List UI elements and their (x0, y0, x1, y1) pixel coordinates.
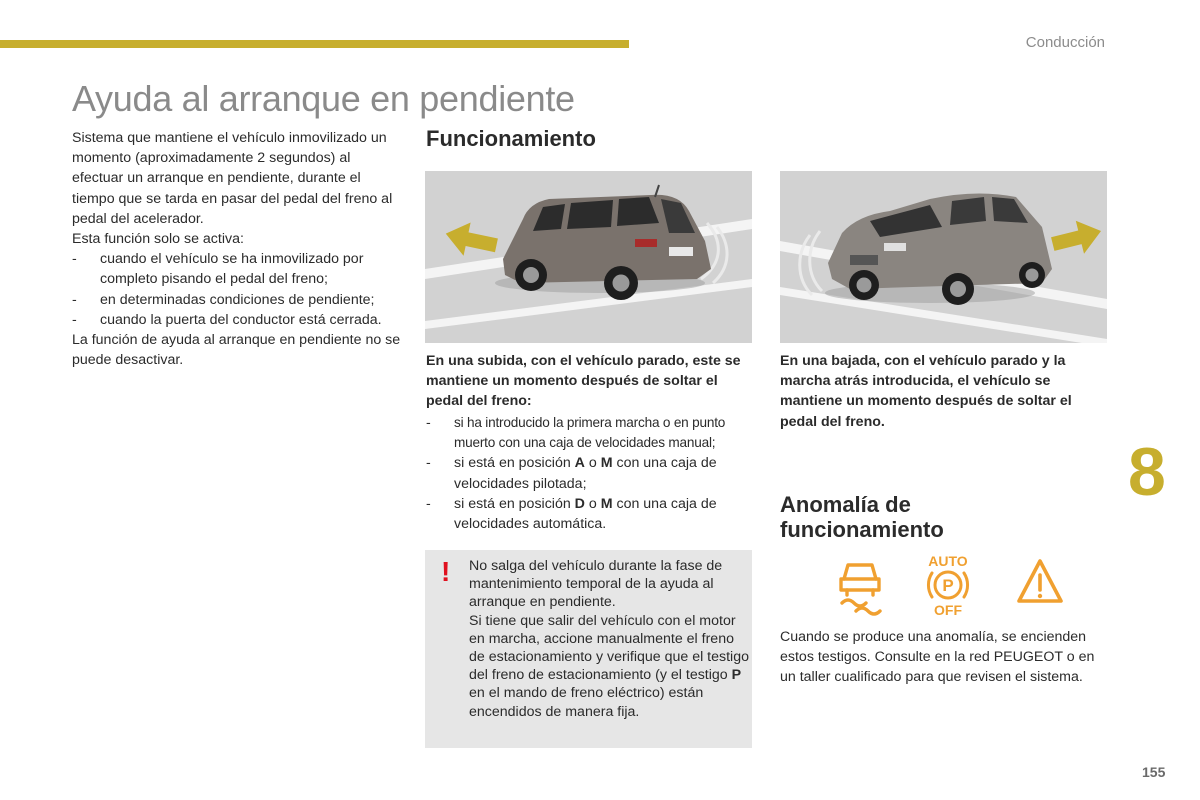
intro-column (72, 128, 402, 370)
list-item: - en determinadas condiciones de pendiente; (72, 291, 375, 308)
chapter-number: 8 (1128, 434, 1166, 510)
uphill-caption: En una subida, con el vehículo parado, este se mantiene un momento después de soltar el pedal del freno: (426, 353, 741, 410)
warning-lamps (832, 553, 1072, 617)
page-title: Ayuda al arranque en pendiente (72, 78, 575, 119)
list-item: - si está en posición A o M con una caja de velocidades pilotada; (426, 455, 717, 492)
list-item: - cuando el vehículo se ha inmovilizado por completo pisando el pedal del freno; (72, 251, 364, 288)
arrow-left-icon (442, 218, 500, 262)
svg-text:P: P (942, 576, 954, 595)
list-item: - cuando la puerta del conductor está cerrada. (72, 311, 382, 328)
list-item: - si ha introducido la primera marcha o en punto muerto con una caja de velocidades manual; (426, 415, 726, 451)
closing-paragraph: La función de ayuda al arranque en pendiente no se puede desactivar. (72, 332, 401, 369)
warning-text: No salga del vehículo durante la fase de mantenimiento temporal de la ayuda al arranque en pendiente. Si tiene que salir del vehículo con el motor en marcha, accione manualmente el freno de estacionamiento y verifique que el testigo del freno de estacionamiento (y el testigo P en el mando de freno eléctrico) están encendidos de manera fija. (469, 558, 749, 720)
uphill-illustration (425, 171, 752, 343)
downhill-caption: En una bajada, con el vehículo parado y la marcha atrás introducida, el vehículo se mantiene un momento después de soltar el pedal del freno. (780, 353, 1072, 430)
svg-text:AUTO: AUTO (928, 553, 968, 569)
header-accent-bar (0, 40, 629, 48)
activation-lead: Esta función solo se activa: (72, 231, 244, 248)
exclamation-icon: ! (441, 556, 451, 587)
auto-parking-brake-off-icon (928, 553, 968, 617)
activation-conditions (72, 249, 402, 330)
page-number: 155 (1142, 764, 1166, 780)
list-item: - si está en posición D o M con una caja de velocidades automática. (426, 495, 717, 533)
uphill-conditions (426, 413, 758, 534)
stability-control-warning-icon (841, 565, 880, 614)
svg-text:OFF: OFF (934, 602, 962, 617)
downhill-illustration (780, 171, 1107, 343)
anomalia-heading: Anomalía de funcionamiento (780, 492, 944, 542)
section-label: Conducción (1025, 34, 1105, 51)
warning-box (425, 550, 752, 748)
arrow-right-icon (1049, 215, 1106, 260)
funcionamiento-heading: Funcionamiento (426, 126, 596, 151)
anomalia-text: Cuando se produce una anomalía, se encienden estos testigos. Consulte en la red PEUGEOT o en un taller cualificado para que revisen el sistema. (780, 629, 1095, 686)
intro-paragraph: Sistema que mantiene el vehículo inmovilizado un momento (aproximadamente 2 segundos) al efectuar un arranque en pendiente, durante el tiempo que se tarda en pasar del pedal del freno al pedal del acelerador. (72, 130, 393, 227)
warning-triangle-icon (1019, 561, 1061, 601)
